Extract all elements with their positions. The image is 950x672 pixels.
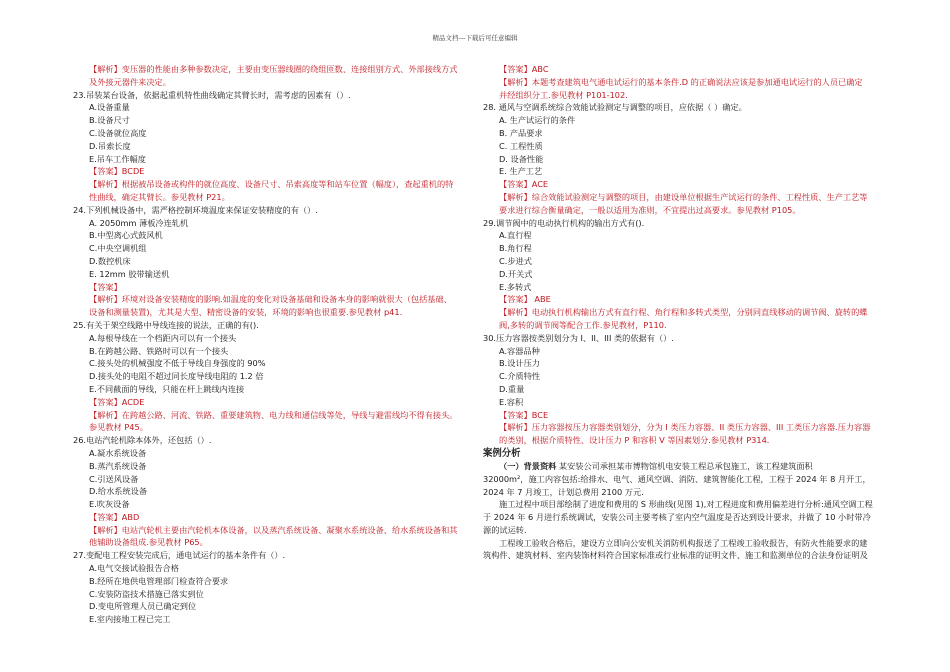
explanation-line: 及外接元器件来决定。 [89,76,171,87]
left-column [73,63,473,626]
explanation-line: 并经组织分工.参见教材 P101-102. [499,89,628,100]
option-line: D.开关式 [499,268,533,279]
answer-line: 【答案】ABC [499,64,549,74]
question-line: 29.调节阀中的电动执行机构的输出方式有(). [483,217,645,228]
answer-line: 【答案】ACDE [89,396,145,407]
explanation-line: 他辅助设备组成.参见教材 P65。 [89,537,208,548]
explanation-line: 【解析】环境对设备安装精度的影响.如温度的变化对设备基础和设备本身的影响就很大（包括基础、 [89,294,452,305]
option-line: E.吊车工作幅度 [89,153,146,164]
option-line: B.设备尺寸 [89,115,130,126]
option-line: E.不同截面的导线，只能在杆上跳线内连接 [89,383,245,394]
option-line: E. 12mm 胶带输送机 [89,268,170,279]
page-header: 精品文档---下载后可任意编辑 [432,34,518,42]
question-line: 28. 通风与空调系统综合效能试验测定与调整的项目，应依据（ ）确定。 [483,102,747,113]
option-line: A.设备重量 [89,102,130,113]
option-line: C.安装防盗技术措施已落实到位 [89,588,204,599]
option-line: C.接头处的机械强度不低于导线自身强度的 90% [89,358,266,369]
answer-line: 【答案】 [89,281,122,292]
explanation-line: 【解析】电站汽轮机主要由汽轮机本体设备，以及蒸汽系统设备、凝聚水系统设备、给水系统设备和其 [89,524,458,535]
question-line: 26.电站汽轮机除本体外，还包括（）. [73,435,212,446]
option-line: C.设备就位高度 [89,127,147,138]
option-line: C.介质特性 [499,371,541,382]
option-line: E. 生产工艺 [499,166,543,177]
option-line: E.容积 [499,396,524,407]
explanation-line: 要求进行综合衡量确定，一般以适用为准则，不宜提出过高要求。参见教材 P105。 [499,204,801,215]
explanation-line: 【解析】压力容器按压力容器类别划分，分为 I 类压力容器、II 类压力容器、III 工类压力容器.压力容器 [499,422,871,433]
right-column [483,63,913,562]
option-line: A.容器品种 [499,345,540,356]
option-line: B.在跨越公路、铁路时可以有一个接头 [89,345,229,356]
explanation-line: 【解析】根据被吊设备或构件的就位高度、设备尺寸、吊索高度等和站车位置（幅度），查起重机的特 [89,179,454,190]
option-line: D.数控机床 [89,255,131,266]
question-line: 27.变配电工程安装完成后，通电试运行的基本条件有（）. [73,550,286,561]
question-line: 25.有关于架空线路中导线连接的说法，正确的有(). [73,319,259,330]
option-line: B.设计压力 [499,358,540,369]
answer-line: 【答案】BCDE [89,166,145,177]
option-line: E.多转式 [499,281,532,292]
option-line: B.蒸汽系统设备 [89,460,147,471]
option-line: C. 工程性质 [499,140,543,151]
option-line: A. 生产试运行的条件 [499,115,576,126]
option-line: A.凝水系统设备 [89,447,147,458]
option-line: B.中型离心式鼓风机 [89,230,163,241]
option-line: A. 2050mm 薄板冷连轧机 [89,217,189,228]
option-line: D.接头处的电阻不超过同长度导线电阻的 1.2 倍 [89,371,264,382]
paragraph-line: 工程竣工验收合格后，建设方立即向公安机关消防机构报送了工程竣工验收报告，有防火性能要求的建 [499,537,868,548]
question-line: 2024 年 7 月竣工，计划总费用 2100 万元. [483,486,644,497]
option-line: C.步进式 [499,255,532,266]
explanation-line: 阀,多转的调节阀等配合工作.参见教材，P110. [499,319,667,330]
option-line: C.引送风设备 [89,473,139,484]
explanation-line: 【解析】在跨越公路、河流、铁路、重要建筑物、电力线和通信线等处，导线与避雷线均不得有接头。 [89,409,458,420]
option-line: B. 产品要求 [499,127,543,138]
paragraph-line: 施工过程中项目部绘制了进度和费用的 S 形曲线(见图 1),对工程进度和费用偏差进行分析:通风空调工程 [499,499,873,510]
question-line: 30.压力容器按类别划分为 I、II、III 类的依据有（）. [483,332,674,343]
explanation-line: 参见教材 P45。 [89,422,148,433]
option-line: A.电气交接试验报告合格 [89,563,179,574]
paragraph-line: （一）背景资料 某安装公司承担某市博物馆机电安装工程总承包施工，该工程建筑面积 [499,460,813,471]
option-line: D.变电所管理人员已确定到位 [89,601,197,612]
explanation-line: 性曲线，确定其臂长。参见教材 P21。 [89,191,230,202]
option-line: C.中央空调机组 [89,243,147,254]
explanation-line: 的类别，根据介质特性、设计压力 P 和容积 V 等因素划分.参见教材 P314. [499,435,770,446]
option-line: E.吹灰设备 [89,499,130,510]
option-line: E.室内接地工程已完工 [89,614,171,625]
option-line: B.经所在地供电管理部门检查符合要求 [89,575,229,586]
explanation-line: 【解析】变压器的性能由多种参数决定，主要由变压器线圈的绕组匝数、连接组别方式、外部接线方式 [89,64,458,74]
option-line: D.给水系统设备 [89,486,148,497]
option-line: A.每根导线在一个档距内可以有一个接头 [89,332,237,343]
answer-line: 【答案】 ABE [499,294,551,305]
option-line: A.直行程 [499,230,532,241]
option-line: B.角行程 [499,243,532,254]
question-line: 筑构件、建筑材料、室内装饰材料符合国家标准或行业标准的证明文件、施工和监测单位的合法身份证明及 [483,550,868,561]
question-line: 23.吊装某台设备，依据起重机特性曲线确定其臂长时，需考虑的因素有（）. [73,89,351,100]
option-line: D.吊索长度 [89,140,131,151]
answer-line: 【答案】BCE [499,409,549,420]
explanation-line: 设备和测量装置)，尤其是大型、精密设备的安装，环境的影响也很重要.参见教材 p41. [89,307,403,318]
explanation-line: 【解析】本题考查建筑电气通电试运行的基本条件.D 的正确说法应该是参加通电试运行的人员已确定 [499,76,863,87]
question-line: 24.下列机械设备中，需严格控制环境温度来保证安装精度的有（）. [73,204,318,215]
section-title: 案例分析 [483,447,521,459]
explanation-line: 【解析】电动执行机构输出方式有直行程、角行程和多转式类型，分别同直线移动的调节阀、旋转的蝶 [499,307,868,318]
explanation-line: 【解析】综合效能试验测定与调整的项目，由建设单位根据生产试运行的条件、工程性质、生产工艺等 [499,191,868,202]
question-line: 32000m²，施工内容包括:给排水、电气、通风空调、消防、建筑智能化工程，工程于 2024 年 8 月开工， [483,473,871,484]
option-line: D.重量 [499,383,525,394]
question-line: 于 2024 年 6 月进行系统调试，安装公司主要考核了室内空气温度是否达到设计要求，并做了 10 小时带冷 [483,512,871,523]
answer-line: 【答案】ACE [499,179,549,190]
answer-line: 【答案】ABD [89,511,140,522]
option-line: D. 设备性能 [499,153,544,164]
question-line: 源的试运转. [483,524,527,535]
